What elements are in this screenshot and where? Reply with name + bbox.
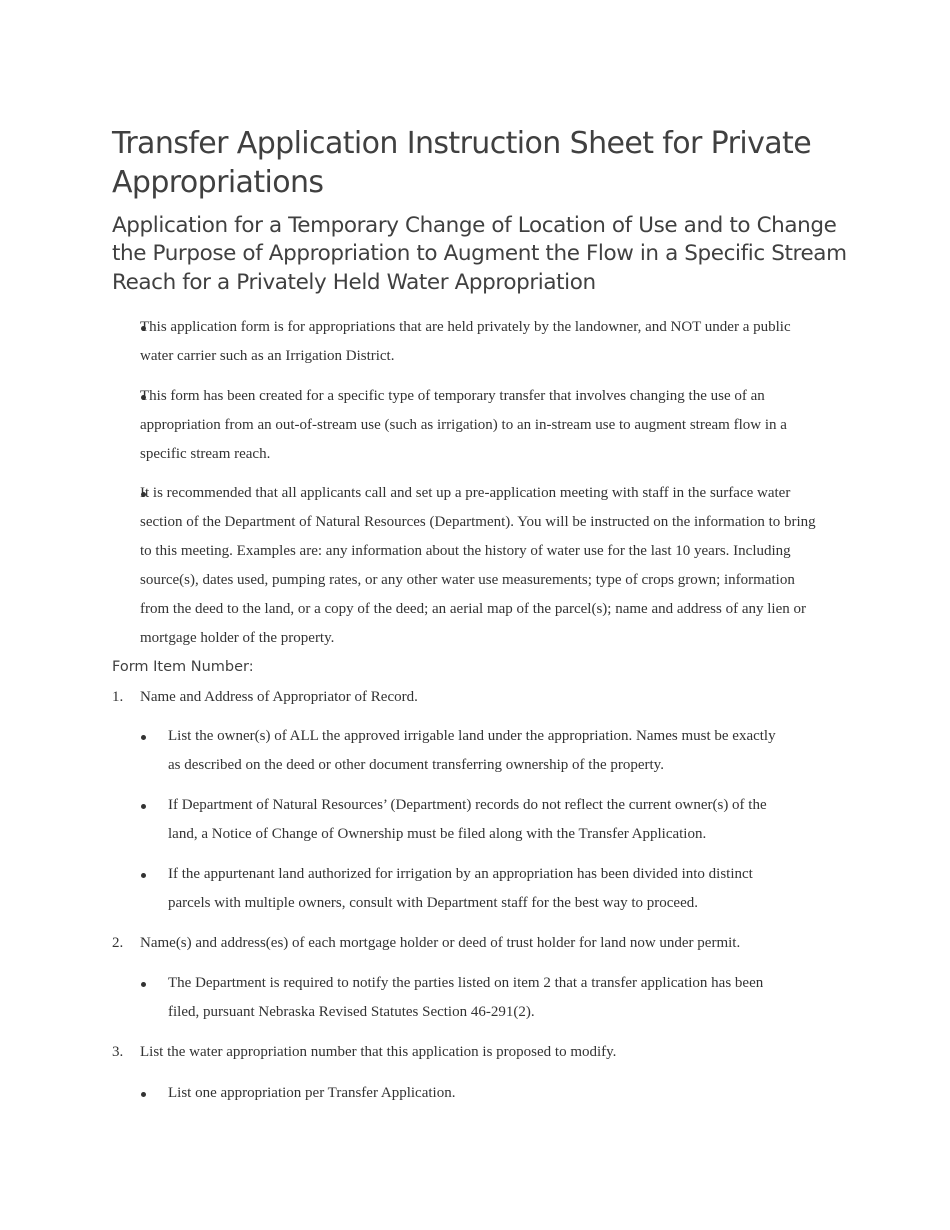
item-number: 1. xyxy=(112,689,124,705)
intro-bullet-text: This application form is for appropriations that are held privately by the landowner, and NOT under a public water carrier such as an Irrigation District. xyxy=(140,319,791,364)
page-subtitle: Application for a Temporary Change of Location of Use and to Change the Purpose of Appropriation to Augment the Flow in a Specific Stream Reach for a Privately Held Water Appropriation xyxy=(112,213,847,295)
item-bullet-text: If Department of Natural Resources’ (Department) records do not reflect the current owner(s) of the land, a Notice of Change of Ownership must be filed along with the Transfer Application. xyxy=(168,797,767,842)
bullet-dot xyxy=(141,1092,146,1097)
item-bullet-text: If the appurtenant land authorized for irrigation by an appropriation has been divided into distinct parcels with multiple owners, consult with Department staff for the best way to proceed. xyxy=(168,866,753,911)
item-text: Name and Address of Appropriator of Record. xyxy=(140,689,418,705)
intro-bullet-text: This form has been created for a specific type of temporary transfer that involves changing the use of an appropriation from an out-of-stream use (such as irrigation) to an in-stream use to augment stream flow in a specific stream reach. xyxy=(140,388,787,462)
item-bullet-text: List the owner(s) of ALL the approved irrigable land under the appropriation. Names must be exactly as described on the deed or other document transferring ownership of the property. xyxy=(168,728,776,773)
item-bullet-text: List one appropriation per Transfer Application. xyxy=(168,1085,456,1101)
bullet-dot xyxy=(141,873,146,878)
item-bullet-text: The Department is required to notify the parties listed on item 2 that a transfer application has been filed, pursuant Nebraska Revised Statutes Section 46-291(2). xyxy=(168,975,764,1020)
intro-bullet-text: It is recommended that all applicants call and set up a pre-application meeting with staff in the surface water section of the Department of Natural Resources (Department). You will be instructed on the information to bring to this meeting. Examples are: any information about the history of water use for the last 10 years. Including source(s), dates used, pumping rates, or any other water use measurements; type of crops grown; information from the deed to the land, or a copy of the deed; an aerial map of the parcel(s); name and address of any lien or mortgage holder of the property. xyxy=(140,485,816,646)
form-item-label: Form Item Number: xyxy=(112,659,254,675)
item-number: 2. xyxy=(112,935,124,951)
bullet-dot xyxy=(141,735,146,740)
bullet-dot xyxy=(141,804,146,809)
item-number: 3. xyxy=(112,1044,124,1060)
page-title: Transfer Application Instruction Sheet for Private Appropriations xyxy=(112,126,812,200)
bullet-dot xyxy=(141,982,146,987)
item-text: List the water appropriation number that this application is proposed to modify. xyxy=(140,1044,617,1060)
item-text: Name(s) and address(es) of each mortgage holder or deed of trust holder for land now under permit. xyxy=(140,935,741,951)
